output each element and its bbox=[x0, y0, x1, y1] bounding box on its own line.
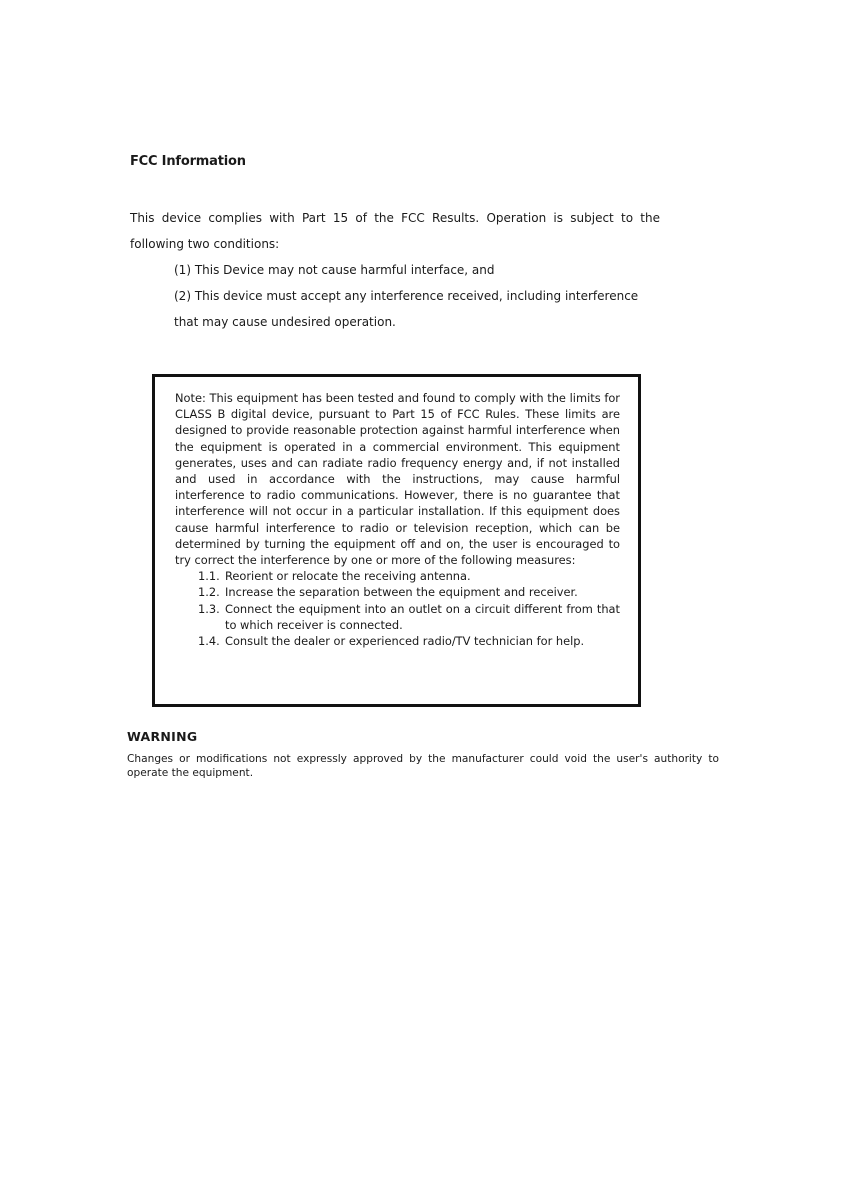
conditions-list bbox=[174, 257, 664, 335]
measure-item bbox=[198, 584, 620, 600]
condition-item: (1) This Device may not cause harmful interface, and bbox=[174, 263, 495, 277]
measure-number: 1.3. bbox=[198, 601, 220, 616]
measure-item bbox=[198, 633, 620, 649]
condition-item: (2) This device must accept any interference received, including interference that may cause undesired operation. bbox=[174, 289, 639, 329]
note-box bbox=[152, 374, 641, 707]
measures-list bbox=[175, 568, 620, 649]
measure-number: 1.1. bbox=[198, 569, 220, 584]
measure-text: Reorient or relocate the receiving antenna. bbox=[225, 569, 471, 584]
page-title: FCC Information bbox=[130, 154, 246, 169]
measure-text: Consult the dealer or experienced radio/TV technician for help. bbox=[225, 634, 585, 649]
note-paragraph: Note: This equipment has been tested and found to comply with the limits for CLASS B digital device, pursuant to Part 15 of FCC Rules. These limits are designed to provide reasonable protection against harmful interference when the equipment is operated in a commercial environment. This equipment generates, uses and can radiate radio frequency energy and, if not installed and used in accordance with the instructions, may cause harmful interference to radio communications. However, there is no guarantee that interference will not occur in a particular installation. If this equipment does cause harmful interference to radio or television reception, which can be determined by turning the equipment off and on, the user is encouraged to try correct the interference by one or more of the following measures: bbox=[175, 391, 620, 568]
measure-item bbox=[198, 601, 620, 633]
warning-heading: WARNING bbox=[127, 729, 198, 744]
measure-item bbox=[198, 568, 620, 584]
warning-paragraph: Changes or modifications not expressly approved by the manufacturer could void the user's authority to operate the equipment. bbox=[127, 753, 719, 779]
measure-number: 1.4. bbox=[198, 634, 220, 649]
intro-paragraph: This device complies with Part 15 of the FCC Results. Operation is subject to the following two conditions: bbox=[130, 211, 660, 251]
measure-text: Increase the separation between the equipment and receiver. bbox=[225, 585, 578, 600]
measure-text: Connect the equipment into an outlet on a circuit different from that to which receiver is connected. bbox=[225, 601, 620, 632]
measure-number: 1.2. bbox=[198, 585, 220, 600]
